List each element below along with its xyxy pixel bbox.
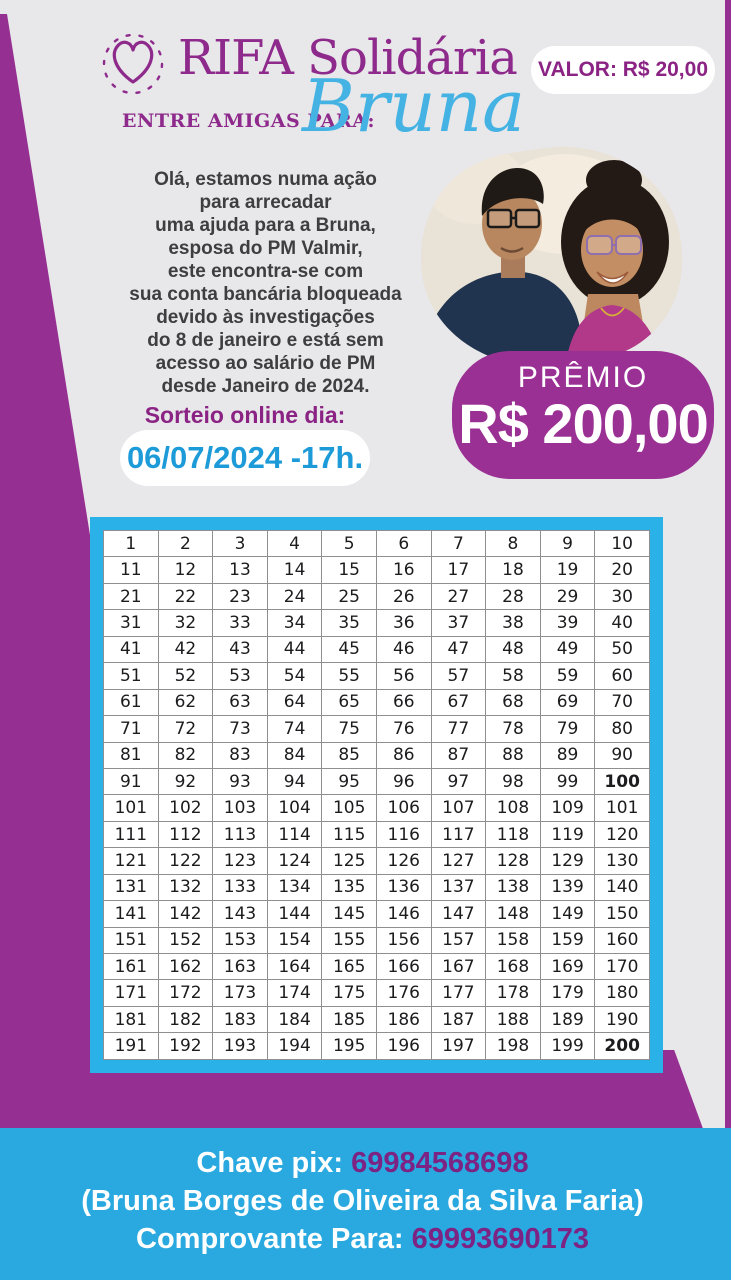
raffle-number-row [104,583,650,609]
raffle-number-cell: 87 [431,742,486,768]
raffle-number-cell: 37 [431,610,486,636]
raffle-number-cell: 108 [486,795,541,821]
raffle-number-cell: 149 [540,901,595,927]
raffle-number-cell: 76 [376,716,431,742]
raffle-number-cell: 177 [431,980,486,1006]
raffle-number-cell: 10 [595,531,650,557]
raffle-number-cell: 198 [486,1033,541,1060]
raffle-number-cell: 165 [322,954,377,980]
raffle-number-cell: 124 [267,848,322,874]
raffle-number-cell: 2 [158,531,213,557]
raffle-number-cell: 133 [213,874,268,900]
raffle-number-cell: 173 [213,980,268,1006]
raffle-number-cell: 54 [267,663,322,689]
raffle-number-cell: 22 [158,583,213,609]
raffle-number-cell: 5 [322,531,377,557]
raffle-number-cell: 102 [158,795,213,821]
raffle-number-cell: 69 [540,689,595,715]
raffle-number-cell: 172 [158,980,213,1006]
raffle-number-cell: 3 [213,531,268,557]
raffle-number-cell: 43 [213,636,268,662]
raffle-number-row [104,689,650,715]
raffle-number-cell: 53 [213,663,268,689]
raffle-number-cell: 123 [213,848,268,874]
intro-line: devido às investigações [156,307,375,328]
raffle-number-cell: 105 [322,795,377,821]
holder-name-line: (Bruna Borges de Oliveira da Silva Faria) [81,1185,644,1217]
raffle-number-cell: 45 [322,636,377,662]
raffle-number-cell: 29 [540,583,595,609]
pix-value: 69984568698 [351,1147,529,1179]
raffle-number-cell: 153 [213,927,268,953]
raffle-number-cell: 63 [213,689,268,715]
raffle-number-cell: 23 [213,583,268,609]
raffle-number-cell: 138 [486,874,541,900]
raffle-number-cell: 58 [486,663,541,689]
raffle-number-cell: 64 [267,689,322,715]
raffle-number-cell: 19 [540,557,595,583]
raffle-number-cell: 1 [104,531,159,557]
raffle-number-cell: 183 [213,1006,268,1032]
raffle-number-cell: 141 [104,901,159,927]
raffle-number-cell: 197 [431,1033,486,1060]
raffle-number-cell: 166 [376,954,431,980]
raffle-number-cell: 4 [267,531,322,557]
raffle-number-cell: 52 [158,663,213,689]
raffle-number-cell: 193 [213,1033,268,1060]
raffle-number-cell: 128 [486,848,541,874]
raffle-number-row [104,636,650,662]
raffle-number-cell: 39 [540,610,595,636]
raffle-number-cell: 27 [431,583,486,609]
raffle-number-cell: 129 [540,848,595,874]
raffle-number-cell: 114 [267,821,322,847]
raffle-number-cell: 134 [267,874,322,900]
raffle-number-cell: 169 [540,954,595,980]
intro-line: desde Janeiro de 2024. [161,376,370,397]
raffle-number-cell: 55 [322,663,377,689]
raffle-number-cell: 171 [104,980,159,1006]
raffle-number-row [104,848,650,874]
ticket-price-badge: VALOR: R$ 20,00 [531,46,715,94]
raffle-number-cell: 164 [267,954,322,980]
raffle-number-cell: 34 [267,610,322,636]
raffle-number-cell: 139 [540,874,595,900]
raffle-number-cell: 112 [158,821,213,847]
couple-photo [405,144,703,370]
prize-badge [452,351,714,479]
raffle-number-cell: 14 [267,557,322,583]
raffle-number-cell: 46 [376,636,431,662]
raffle-number-cell: 111 [104,821,159,847]
raffle-number-cell: 147 [431,901,486,927]
raffle-number-cell: 167 [431,954,486,980]
raffle-number-cell: 191 [104,1033,159,1060]
raffle-number-cell: 140 [595,874,650,900]
raffle-number-cell: 15 [322,557,377,583]
right-purple-strip [725,0,731,1280]
raffle-number-cell: 72 [158,716,213,742]
raffle-number-cell: 161 [104,954,159,980]
intro-paragraph [78,168,453,398]
heart-burst-icon [101,24,165,102]
raffle-number-cell: 116 [376,821,431,847]
footer-contact-info [0,1144,725,1258]
raffle-number-cell: 119 [540,821,595,847]
raffle-number-cell: 135 [322,874,377,900]
receipt-line [0,1220,725,1258]
raffle-number-cell: 94 [267,768,322,794]
raffle-number-cell: 120 [595,821,650,847]
raffle-number-cell: 188 [486,1006,541,1032]
raffle-number-cell: 180 [595,980,650,1006]
raffle-number-row [104,980,650,1006]
raffle-number-cell: 160 [595,927,650,953]
raffle-number-cell: 118 [486,821,541,847]
raffle-number-cell: 150 [595,901,650,927]
raffle-number-cell: 106 [376,795,431,821]
raffle-number-cell: 101 [104,795,159,821]
raffle-number-cell: 137 [431,874,486,900]
raffle-number-cell: 152 [158,927,213,953]
raffle-number-cell: 93 [213,768,268,794]
intro-line: para arrecadar [199,192,332,213]
raffle-number-cell: 56 [376,663,431,689]
pix-label: Chave pix: [196,1147,344,1179]
raffle-number-cell: 68 [486,689,541,715]
intro-line: uma ajuda para a Bruna, [155,215,376,236]
raffle-number-cell: 179 [540,980,595,1006]
raffle-number-cell: 136 [376,874,431,900]
raffle-number-cell: 13 [213,557,268,583]
raffle-number-cell: 31 [104,610,159,636]
raffle-number-cell: 20 [595,557,650,583]
raffle-number-cell: 38 [486,610,541,636]
raffle-number-cell: 62 [158,689,213,715]
raffle-number-cell: 181 [104,1006,159,1032]
raffle-number-cell: 16 [376,557,431,583]
raffle-number-cell: 77 [431,716,486,742]
raffle-number-cell: 17 [431,557,486,583]
raffle-number-cell: 107 [431,795,486,821]
raffle-number-cell: 95 [322,768,377,794]
intro-line: acesso ao salário de PM [155,353,376,374]
raffle-number-cell: 132 [158,874,213,900]
raffle-number-cell: 122 [158,848,213,874]
raffle-number-cell: 73 [213,716,268,742]
subtitle-prefix: ENTRE AMIGAS PARA: [122,110,376,132]
raffle-number-cell: 99 [540,768,595,794]
raffle-number-cell: 101 [595,795,650,821]
raffle-number-cell: 42 [158,636,213,662]
prize-value: R$ 200,00 [458,392,708,455]
raffle-number-cell: 194 [267,1033,322,1060]
raffle-number-cell: 60 [595,663,650,689]
raffle-number-cell: 33 [213,610,268,636]
raffle-number-cell: 74 [267,716,322,742]
raffle-number-cell: 115 [322,821,377,847]
raffle-number-cell: 100 [595,768,650,794]
raffle-number-cell: 79 [540,716,595,742]
raffle-number-cell: 200 [595,1033,650,1060]
raffle-number-cell: 146 [376,901,431,927]
raffle-number-row [104,901,650,927]
raffle-number-row [104,1006,650,1032]
raffle-number-cell: 190 [595,1006,650,1032]
beneficiary-name: Bruna [302,64,525,148]
raffle-number-row [104,531,650,557]
draw-date-badge: 06/07/2024 -17h. [120,430,370,486]
raffle-number-cell: 65 [322,689,377,715]
raffle-number-cell: 85 [322,742,377,768]
intro-line: esposa do PM Valmir, [168,238,363,259]
raffle-number-cell: 70 [595,689,650,715]
raffle-number-table [103,530,650,1060]
raffle-number-cell: 78 [486,716,541,742]
raffle-number-cell: 186 [376,1006,431,1032]
raffle-number-cell: 67 [431,689,486,715]
raffle-number-cell: 75 [322,716,377,742]
raffle-number-cell: 36 [376,610,431,636]
raffle-number-row [104,954,650,980]
raffle-number-cell: 145 [322,901,377,927]
raffle-number-cell: 91 [104,768,159,794]
raffle-number-cell: 35 [322,610,377,636]
raffle-number-cell: 28 [486,583,541,609]
raffle-number-cell: 176 [376,980,431,1006]
page-title: RIFA Solidária [178,30,517,86]
raffle-number-cell: 9 [540,531,595,557]
raffle-number-cell: 51 [104,663,159,689]
raffle-number-row [104,927,650,953]
raffle-number-cell: 6 [376,531,431,557]
receipt-value: 69993690173 [411,1223,589,1255]
raffle-number-row [104,1033,650,1060]
raffle-number-cell: 156 [376,927,431,953]
raffle-number-cell: 86 [376,742,431,768]
raffle-number-cell: 25 [322,583,377,609]
raffle-number-cell: 175 [322,980,377,1006]
raffle-number-cell: 41 [104,636,159,662]
raffle-number-cell: 117 [431,821,486,847]
raffle-number-cell: 96 [376,768,431,794]
prize-label: PRÊMIO [517,361,649,394]
raffle-number-cell: 98 [486,768,541,794]
raffle-number-cell: 59 [540,663,595,689]
intro-line: Olá, estamos numa ação [154,169,377,190]
raffle-number-cell: 131 [104,874,159,900]
raffle-number-cell: 185 [322,1006,377,1032]
raffle-number-cell: 57 [431,663,486,689]
raffle-number-cell: 7 [431,531,486,557]
raffle-number-cell: 90 [595,742,650,768]
raffle-number-cell: 88 [486,742,541,768]
raffle-number-cell: 142 [158,901,213,927]
raffle-number-cell: 130 [595,848,650,874]
raffle-number-row [104,663,650,689]
raffle-number-cell: 81 [104,742,159,768]
raffle-number-row [104,610,650,636]
raffle-number-cell: 168 [486,954,541,980]
raffle-number-cell: 32 [158,610,213,636]
raffle-number-cell: 163 [213,954,268,980]
raffle-number-cell: 170 [595,954,650,980]
raffle-number-row [104,768,650,794]
raffle-number-row [104,874,650,900]
raffle-number-cell: 158 [486,927,541,953]
raffle-number-cell: 18 [486,557,541,583]
raffle-number-cell: 189 [540,1006,595,1032]
raffle-number-cell: 89 [540,742,595,768]
receipt-label: Comprovante Para: [136,1223,404,1255]
intro-line: do 8 de janeiro e está sem [147,330,384,351]
raffle-number-cell: 83 [213,742,268,768]
raffle-number-row [104,742,650,768]
raffle-number-cell: 187 [431,1006,486,1032]
raffle-number-row [104,716,650,742]
raffle-number-cell: 143 [213,901,268,927]
raffle-number-cell: 121 [104,848,159,874]
raffle-number-cell: 40 [595,610,650,636]
raffle-number-cell: 49 [540,636,595,662]
raffle-number-cell: 48 [486,636,541,662]
raffle-number-cell: 47 [431,636,486,662]
raffle-number-cell: 157 [431,927,486,953]
pix-line [0,1144,725,1182]
raffle-number-row [104,557,650,583]
raffle-number-cell: 162 [158,954,213,980]
raffle-number-cell: 30 [595,583,650,609]
raffle-number-cell: 109 [540,795,595,821]
raffle-number-cell: 184 [267,1006,322,1032]
raffle-number-cell: 24 [267,583,322,609]
raffle-number-cell: 113 [213,821,268,847]
raffle-number-cell: 196 [376,1033,431,1060]
raffle-number-cell: 8 [486,531,541,557]
raffle-number-cell: 44 [267,636,322,662]
raffle-number-grid [90,517,663,1073]
raffle-number-cell: 12 [158,557,213,583]
raffle-number-cell: 199 [540,1033,595,1060]
raffle-number-cell: 155 [322,927,377,953]
raffle-number-cell: 126 [376,848,431,874]
raffle-number-cell: 82 [158,742,213,768]
raffle-number-cell: 151 [104,927,159,953]
raffle-number-cell: 144 [267,901,322,927]
raffle-number-cell: 80 [595,716,650,742]
raffle-number-cell: 174 [267,980,322,1006]
raffle-number-cell: 50 [595,636,650,662]
raffle-number-cell: 103 [213,795,268,821]
raffle-number-cell: 61 [104,689,159,715]
raffle-number-cell: 195 [322,1033,377,1060]
intro-line: este encontra-se com [167,261,364,282]
raffle-number-cell: 26 [376,583,431,609]
raffle-number-cell: 182 [158,1006,213,1032]
raffle-number-cell: 11 [104,557,159,583]
raffle-number-cell: 21 [104,583,159,609]
raffle-number-cell: 104 [267,795,322,821]
raffle-number-cell: 125 [322,848,377,874]
raffle-number-cell: 159 [540,927,595,953]
raffle-number-cell: 127 [431,848,486,874]
draw-date-label: Sorteio online dia: [144,402,346,428]
raffle-number-cell: 92 [158,768,213,794]
raffle-number-row [104,821,650,847]
raffle-number-cell: 66 [376,689,431,715]
intro-line: sua conta bancária bloqueada [129,284,402,305]
raffle-number-cell: 154 [267,927,322,953]
raffle-number-cell: 97 [431,768,486,794]
raffle-number-cell: 192 [158,1033,213,1060]
raffle-number-cell: 71 [104,716,159,742]
raffle-number-row [104,795,650,821]
raffle-number-cell: 148 [486,901,541,927]
raffle-number-cell: 178 [486,980,541,1006]
raffle-number-cell: 84 [267,742,322,768]
